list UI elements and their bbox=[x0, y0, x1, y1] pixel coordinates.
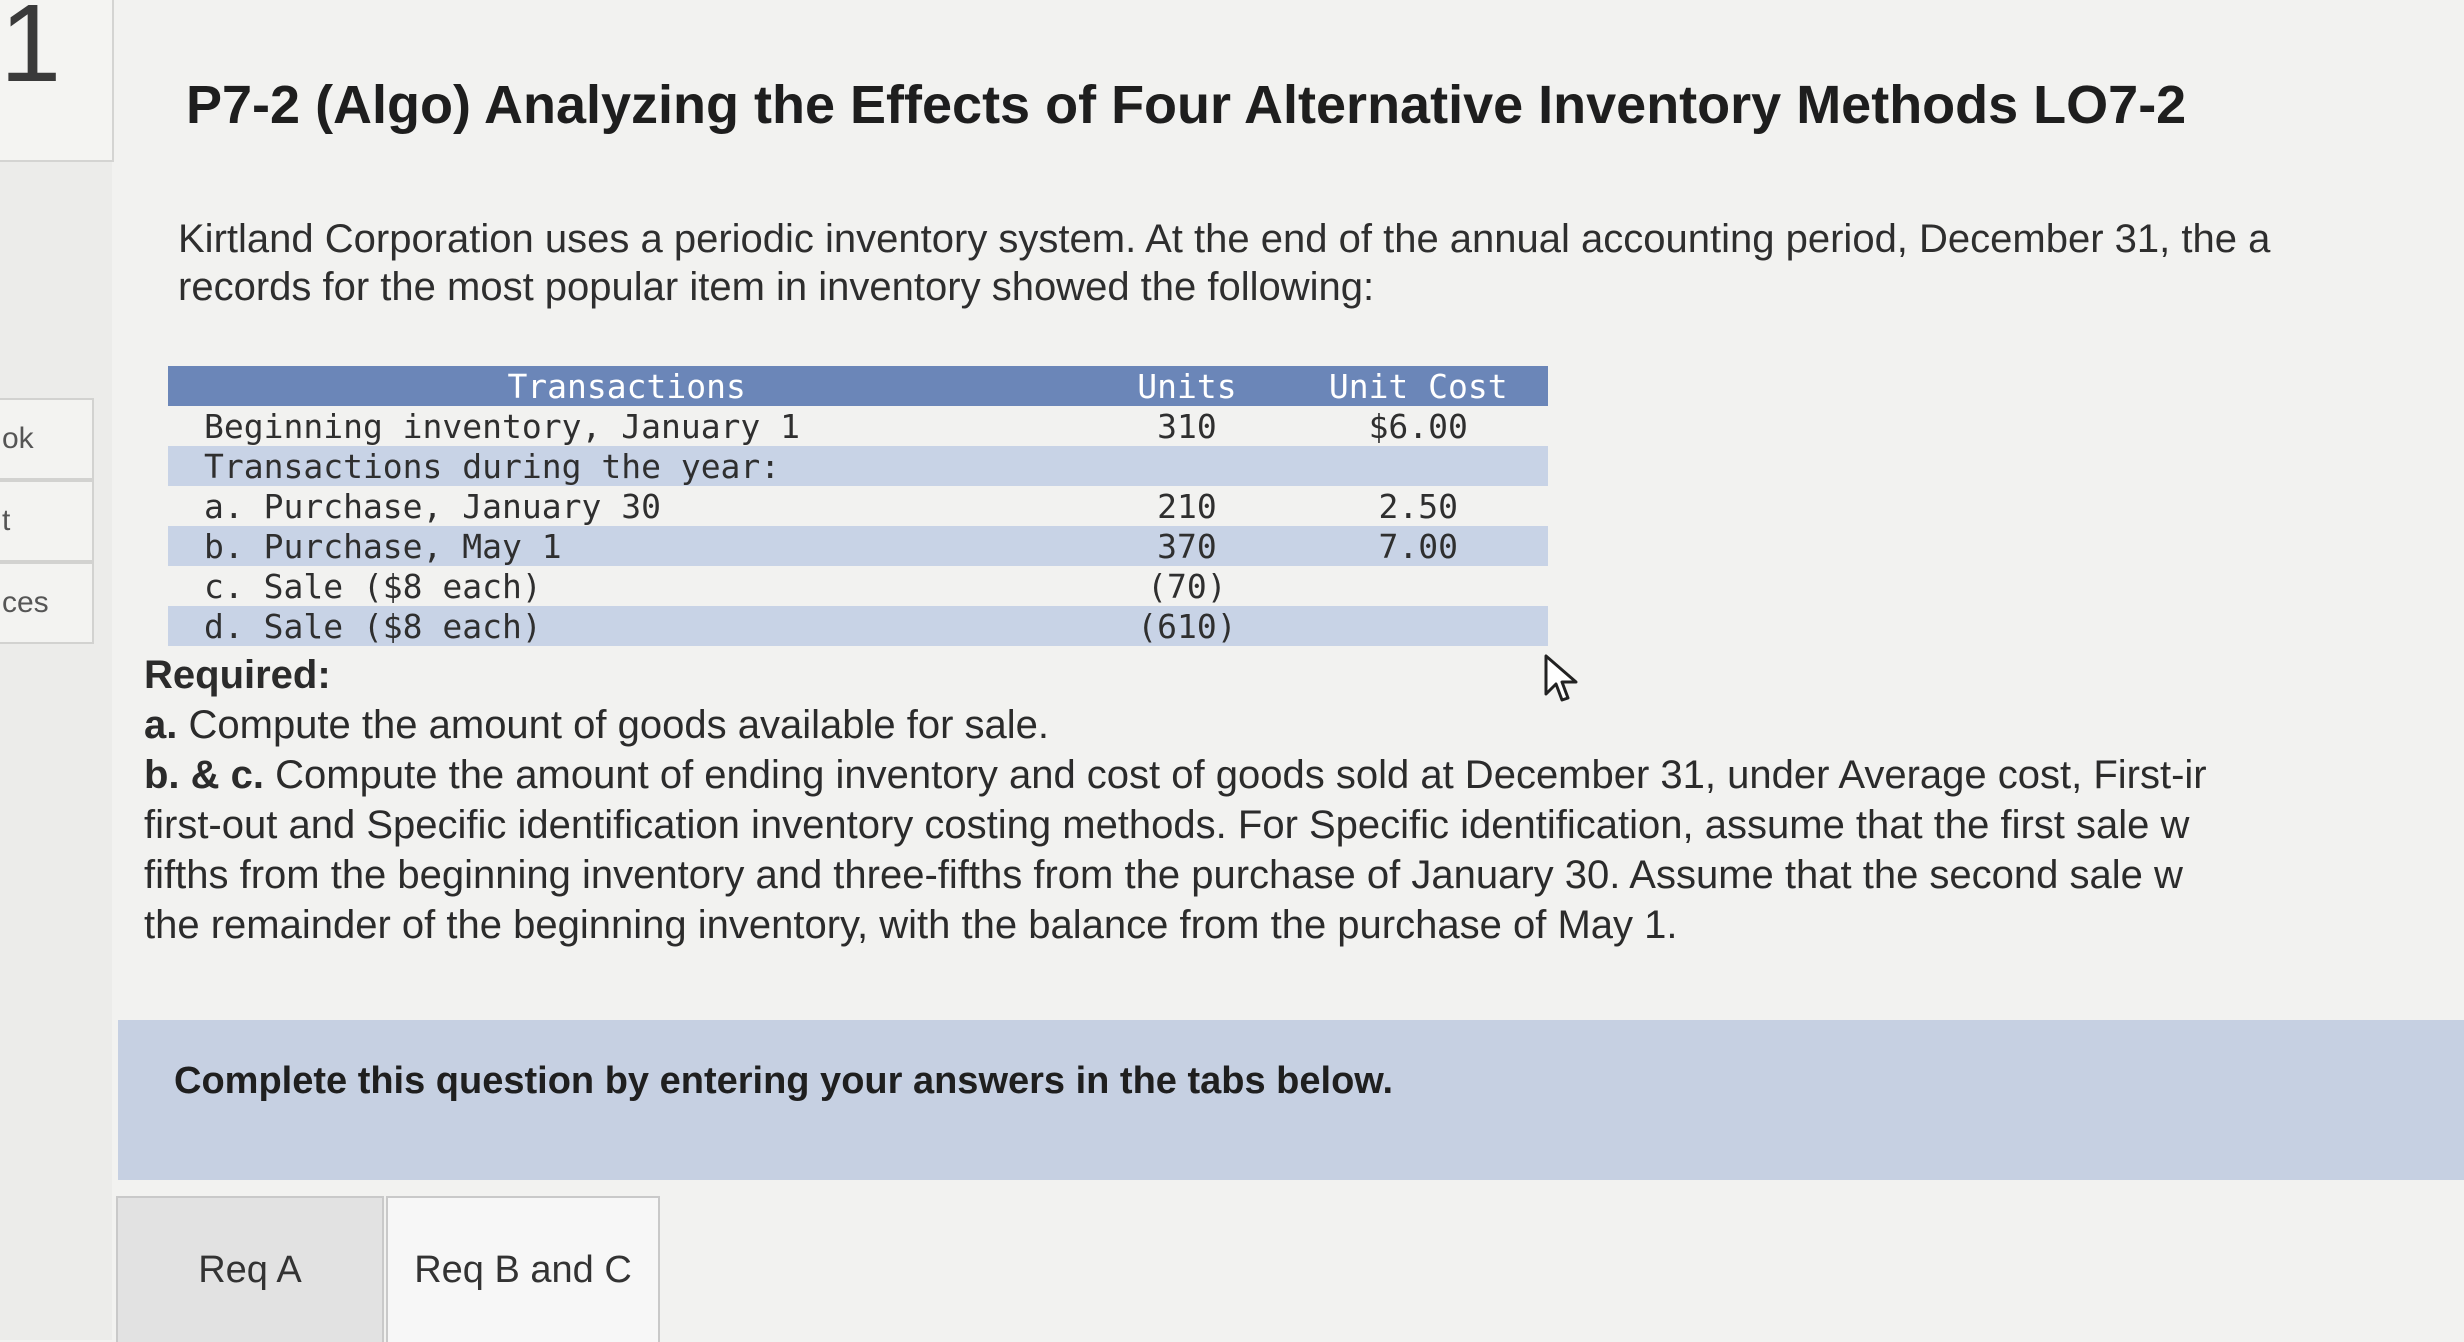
row-units: 310 bbox=[1157, 406, 1217, 446]
instruction-text: Complete this question by entering your answers in the tabs below. bbox=[174, 1060, 1394, 1102]
required-section bbox=[144, 650, 2464, 950]
sidebar-item-ces[interactable]: ces bbox=[0, 562, 94, 644]
row-units bbox=[1085, 446, 1288, 486]
tab-req-a[interactable]: Req A bbox=[116, 1196, 384, 1342]
inventory-table bbox=[168, 366, 1548, 646]
required-bc bbox=[144, 750, 2464, 800]
sidebar-header bbox=[0, 0, 114, 162]
row-cost: 2.50 bbox=[1378, 486, 1458, 526]
table-header-row bbox=[168, 366, 1548, 406]
tab-req-b-and-c[interactable]: Req B and C bbox=[386, 1196, 660, 1342]
required-bc-label: b. & c. bbox=[144, 753, 265, 797]
row-cost: $6.00 bbox=[1368, 406, 1468, 446]
required-bc-line-2: first-out and Specific identification inventory costing methods. For Specific identification, assume that the first sale w bbox=[144, 803, 2190, 847]
instruction-banner bbox=[118, 1020, 2464, 1180]
required-bc-line-4: the remainder of the beginning inventory, with the balance from the purchase of May 1. bbox=[144, 903, 1678, 947]
intro-line-2: records for the most popular item in inventory showed the following: bbox=[178, 265, 1375, 309]
required-a bbox=[144, 700, 2464, 750]
page-title: P7-2 (Algo) Analyzing the Effects of Four Alternative Inventory Methods LO7-2 bbox=[186, 75, 2187, 135]
row-units: (70) bbox=[1147, 566, 1227, 606]
left-sidebar bbox=[0, 0, 112, 1340]
sidebar-item-ok[interactable]: ok bbox=[0, 398, 94, 480]
row-units: 210 bbox=[1157, 486, 1217, 526]
row-desc: Beginning inventory, January 1 bbox=[204, 406, 801, 446]
row-desc: Transactions during the year: bbox=[168, 446, 1085, 486]
table-row bbox=[168, 566, 1548, 606]
table-row bbox=[168, 606, 1548, 646]
row-cost bbox=[1288, 446, 1548, 486]
row-desc: c. Sale ($8 each) bbox=[204, 566, 542, 606]
required-a-text: Compute the amount of goods available for sale. bbox=[188, 703, 1050, 747]
table-row bbox=[168, 406, 1548, 446]
question-number: 1 bbox=[0, 0, 62, 105]
row-cost: 7.00 bbox=[1288, 526, 1548, 566]
table-row bbox=[168, 446, 1548, 486]
required-bc-line-3: fifths from the beginning inventory and three-fifths from the purchase of January 30. Assume that the second sale w bbox=[144, 853, 2183, 897]
table-row bbox=[168, 486, 1548, 526]
mouse-pointer-icon bbox=[1542, 654, 1582, 706]
sidebar-item-t[interactable]: t bbox=[0, 480, 94, 562]
header-unit-cost: Unit Cost bbox=[1288, 366, 1548, 406]
row-desc: a. Purchase, January 30 bbox=[204, 486, 661, 526]
required-bc-line-1: Compute the amount of ending inventory and cost of goods sold at December 31, under Average cost, First-ir bbox=[275, 753, 2207, 797]
row-cost bbox=[1288, 606, 1548, 646]
row-units: (610) bbox=[1085, 606, 1288, 646]
required-heading: Required: bbox=[144, 653, 331, 697]
intro-line-1: Kirtland Corporation uses a periodic inventory system. At the end of the annual accounting period, December 31, the a bbox=[178, 217, 2271, 261]
row-units: 370 bbox=[1085, 526, 1288, 566]
required-a-label: a. bbox=[144, 703, 178, 747]
header-transactions: Transactions bbox=[168, 366, 1085, 406]
header-units: Units bbox=[1085, 366, 1288, 406]
row-desc: b. Purchase, May 1 bbox=[168, 526, 1085, 566]
problem-intro bbox=[178, 215, 2458, 311]
row-cost bbox=[1288, 566, 1548, 606]
table-row bbox=[168, 526, 1548, 566]
row-desc: d. Sale ($8 each) bbox=[168, 606, 1085, 646]
